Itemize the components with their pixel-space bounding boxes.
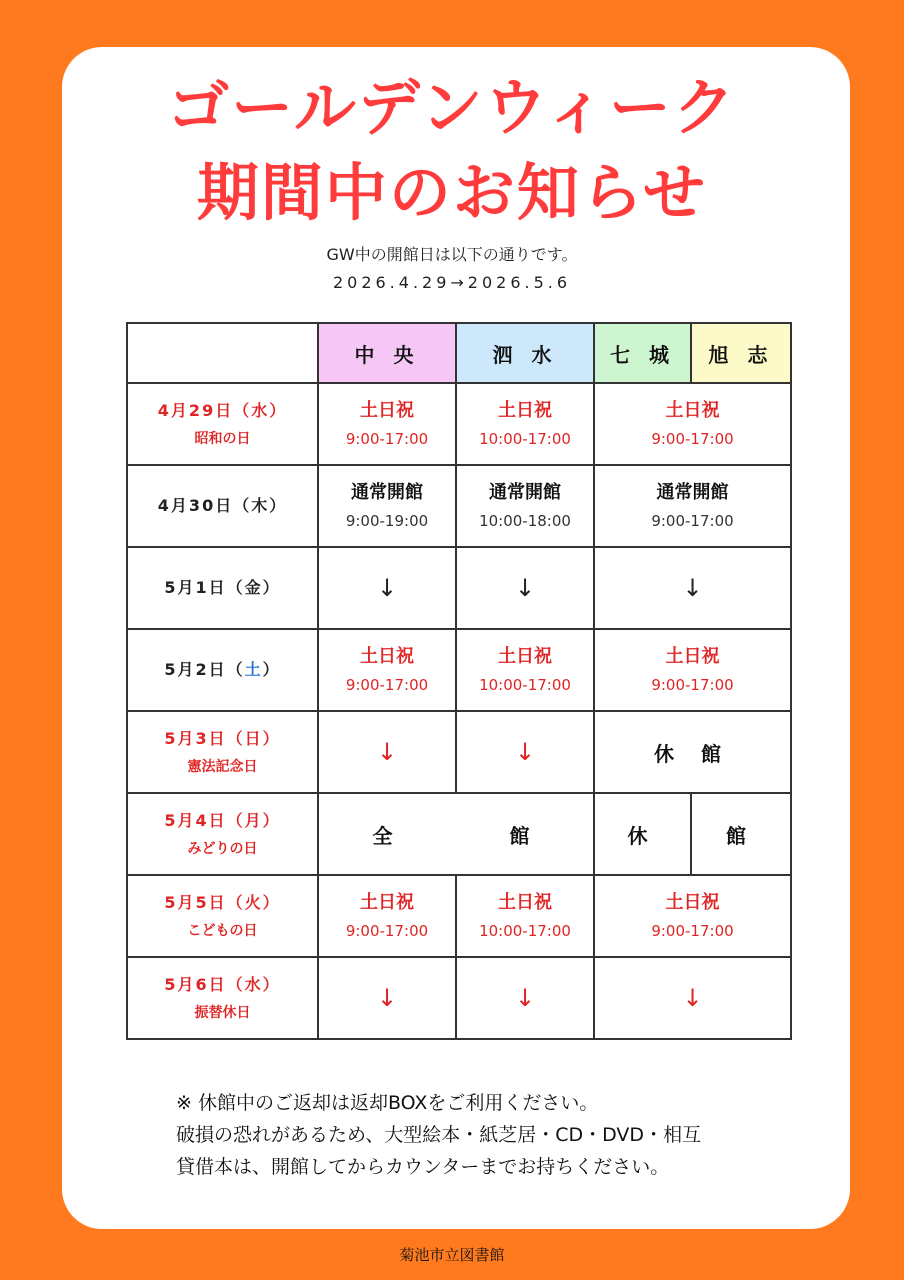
date-cell: [127, 793, 318, 875]
hours-type: 土日祝: [665, 400, 720, 421]
title-line-1: ゴールデンウィーク: [167, 71, 737, 144]
hours-time: 10:00-18:00: [479, 512, 571, 530]
date-label: 5月4日（月）: [164, 811, 281, 830]
date-cell: [127, 957, 318, 1039]
shisui-cell: [456, 383, 594, 465]
shichijo-kyokushi-cell: [594, 711, 791, 793]
header-shisui: 泗 水: [456, 323, 594, 383]
chuo-cell: [318, 875, 456, 957]
table-row: [127, 383, 791, 465]
table-row: [127, 793, 791, 875]
all-closed-char-1: [318, 793, 456, 875]
subtitle-line-1: GW中の開館日は以下の通りです。: [326, 245, 578, 264]
library-name: 菊池市立図書館: [399, 1246, 505, 1264]
date-label: [164, 660, 280, 679]
subtitle-period: 2026.4.29→2026.5.6: [332, 273, 572, 292]
hours-type: 通常開館: [489, 482, 561, 503]
down-arrow-icon: ↓: [514, 738, 536, 766]
shichijo-kyokushi-cell: [594, 629, 791, 711]
hours-time: 10:00-17:00: [479, 430, 571, 448]
hours-type: 土日祝: [498, 892, 552, 913]
hours-type: 通常開館: [656, 482, 729, 503]
hours-type: 土日祝: [360, 646, 414, 667]
date-label: 5月1日（金）: [164, 578, 281, 597]
hours-time: 9:00-17:00: [651, 512, 734, 530]
shichijo-kyokushi-cell: [594, 465, 791, 547]
down-arrow-icon: ↓: [514, 984, 536, 1012]
date-cell: [127, 547, 318, 629]
table-row: [127, 957, 791, 1039]
date-prefix: 5月2日（: [164, 660, 245, 679]
note-line-2: 破損の恐れがあるため、大型絵本・紙芝居・CD・DVD・相互: [176, 1124, 702, 1146]
chuo-cell: [318, 383, 456, 465]
date-cell: [127, 465, 318, 547]
down-arrow-icon: ↓: [682, 574, 703, 602]
table-row: [127, 629, 791, 711]
down-arrow-icon: ↓: [376, 738, 398, 766]
closed-label: 休 館: [654, 741, 731, 766]
hours-time: 9:00-17:00: [345, 922, 429, 940]
date-cell: [127, 875, 318, 957]
shisui-cell: [456, 465, 594, 547]
hours-time: 10:00-17:00: [479, 922, 571, 940]
saturday-label: 土: [244, 660, 263, 679]
holiday-label: みどりの日: [187, 841, 258, 857]
date-cell: [127, 711, 318, 793]
table-row: [127, 465, 791, 547]
hours-type: 土日祝: [498, 400, 552, 421]
header-chuo: 中 央: [318, 323, 456, 383]
down-arrow-icon: ↓: [514, 574, 536, 602]
date-label: 4月30日（木）: [157, 496, 288, 515]
header-kyokushi: 旭 志: [691, 323, 791, 383]
hours-time: 9:00-17:00: [651, 430, 734, 448]
chuo-cell: [318, 957, 456, 1039]
down-arrow-icon: ↓: [376, 984, 398, 1012]
hours-time: 9:00-19:00: [345, 512, 429, 530]
date-label: 5月6日（水）: [164, 975, 281, 994]
all-closed-char-3: [594, 793, 691, 875]
shichijo-kyokushi-cell: [594, 957, 791, 1039]
date-suffix: ）: [262, 660, 281, 679]
hours-type: 土日祝: [665, 646, 720, 667]
shisui-cell: [456, 957, 594, 1039]
shisui-cell: [456, 629, 594, 711]
schedule-table: [126, 322, 792, 1040]
down-arrow-icon: ↓: [376, 574, 398, 602]
holiday-label: こどもの日: [187, 923, 258, 939]
chuo-cell: [318, 547, 456, 629]
table-row: [127, 547, 791, 629]
chuo-cell: [318, 629, 456, 711]
date-cell: [127, 383, 318, 465]
shichijo-kyokushi-cell: [594, 547, 791, 629]
all-closed-char-2: [456, 793, 594, 875]
chuo-cell: [318, 465, 456, 547]
date-label: 5月3日（日）: [164, 729, 281, 748]
hours-type: 土日祝: [498, 646, 552, 667]
closed-char: 館: [726, 823, 756, 848]
hours-type: 土日祝: [665, 892, 720, 913]
shisui-cell: [456, 547, 594, 629]
note-line-3: 貸借本は、開館してからカウンターまでお持ちください。: [176, 1156, 670, 1178]
table-header-row: [127, 323, 791, 383]
holiday-label: 昭和の日: [194, 431, 251, 447]
date-cell: [127, 629, 318, 711]
chuo-cell: [318, 711, 456, 793]
shichijo-kyokushi-cell: [594, 383, 791, 465]
table-row: [127, 875, 791, 957]
shichijo-kyokushi-cell: [594, 875, 791, 957]
hours-time: 9:00-17:00: [345, 676, 429, 694]
closed-char: 全: [372, 823, 403, 848]
hours-time: 9:00-17:00: [345, 430, 429, 448]
shisui-cell: [456, 875, 594, 957]
header-empty-cell: [127, 323, 318, 383]
hours-type: 土日祝: [360, 892, 414, 913]
header-shichijo: 七 城: [594, 323, 691, 383]
all-closed-char-4: [691, 793, 791, 875]
holiday-label: 憲法記念日: [187, 759, 258, 775]
closed-char: 館: [509, 823, 540, 848]
date-label: 4月29日（水）: [157, 401, 288, 420]
hours-type: 通常開館: [351, 482, 423, 503]
note-line-1: ※ 休館中のご返却は返却BOXをご利用ください。: [176, 1092, 599, 1114]
down-arrow-icon: ↓: [682, 984, 703, 1012]
hours-time: 9:00-17:00: [651, 922, 734, 940]
table-row: [127, 711, 791, 793]
hours-type: 土日祝: [360, 400, 414, 421]
hours-time: 10:00-17:00: [479, 676, 571, 694]
closed-char: 休: [627, 823, 658, 848]
date-label: 5月5日（火）: [164, 893, 281, 912]
return-note: [176, 1087, 796, 1183]
holiday-label: 振替休日: [194, 1005, 251, 1021]
shisui-cell: [456, 711, 594, 793]
title-line-2: 期間中のお知らせ: [196, 156, 708, 229]
hours-time: 9:00-17:00: [651, 676, 734, 694]
